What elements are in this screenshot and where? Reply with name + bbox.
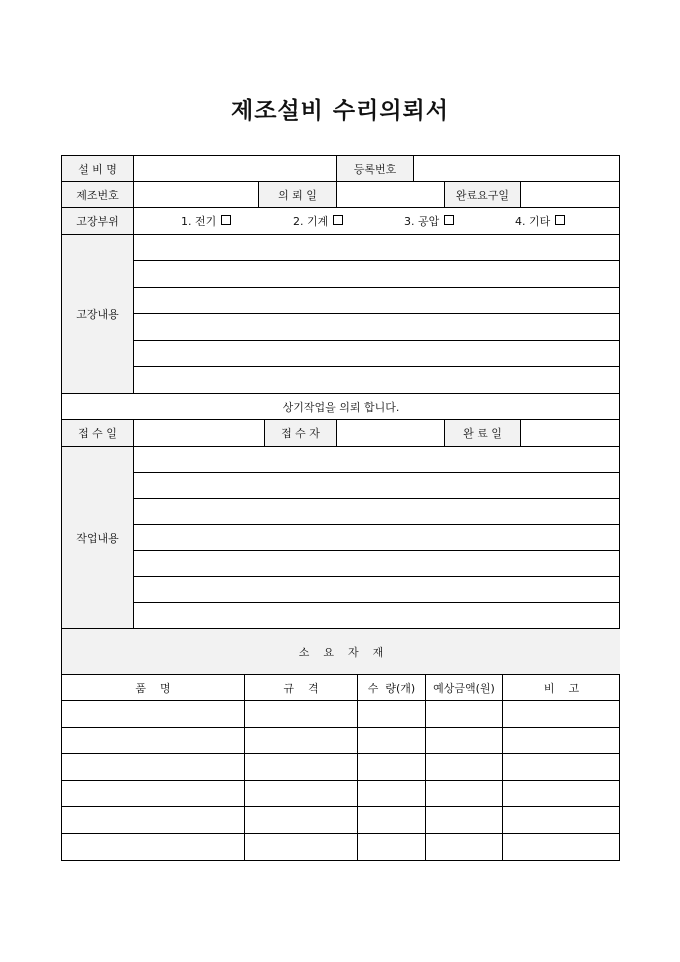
work-details-line[interactable]	[134, 525, 620, 551]
materials-col-cost: 예상금액(원)	[426, 675, 503, 701]
label-request-date: 의 뢰 일	[259, 182, 337, 208]
fault-details-line[interactable]	[134, 261, 620, 288]
table-row-cell[interactable]	[426, 701, 503, 728]
receiver-field[interactable]	[337, 420, 445, 447]
table-row-cell[interactable]	[358, 834, 426, 860]
label-fault-details: 고장내용	[62, 235, 134, 394]
table-row-cell[interactable]	[245, 781, 358, 807]
label-manufacture-no: 제조번호	[62, 182, 134, 208]
fault-option-mechanical[interactable]: 2. 기계	[293, 213, 343, 229]
work-details-line[interactable]	[134, 603, 620, 629]
fault-details-line[interactable]	[134, 341, 620, 367]
table-row-cell[interactable]	[62, 701, 245, 728]
materials-col-remarks: 비 고	[503, 675, 620, 701]
completion-request-date-field[interactable]	[521, 182, 620, 208]
label-registration-no: 등록번호	[337, 156, 414, 182]
request-date-field[interactable]	[337, 182, 445, 208]
repair-request-form	[61, 155, 620, 861]
fault-details-line[interactable]	[134, 314, 620, 341]
equipment-name-field[interactable]	[134, 156, 337, 182]
fault-details-line[interactable]	[134, 235, 620, 261]
completion-date-field[interactable]	[521, 420, 620, 447]
manufacture-no-field[interactable]	[134, 182, 259, 208]
work-details-line[interactable]	[134, 473, 620, 499]
table-row-cell[interactable]	[245, 807, 358, 834]
materials-rows	[62, 701, 620, 861]
checkbox-icon[interactable]	[221, 215, 231, 225]
fault-details-line[interactable]	[134, 288, 620, 314]
receipt-date-field[interactable]	[134, 420, 265, 447]
table-row-cell[interactable]	[62, 834, 245, 860]
table-row-cell[interactable]	[62, 754, 245, 781]
checkbox-icon[interactable]	[444, 215, 454, 225]
table-row-cell[interactable]	[503, 701, 620, 728]
table-row-cell[interactable]	[503, 807, 620, 834]
fault-details-line[interactable]	[134, 367, 620, 394]
materials-col-item: 품 명	[62, 675, 245, 701]
work-details-line[interactable]	[134, 551, 620, 577]
fault-option-pneumatic[interactable]: 3. 공압	[404, 213, 454, 229]
table-row-cell[interactable]	[358, 701, 426, 728]
label-work-details: 작업내용	[62, 447, 134, 629]
table-row-cell[interactable]	[503, 834, 620, 860]
label-completion-date: 완 료 일	[445, 420, 521, 447]
materials-col-spec: 규 격	[245, 675, 358, 701]
checkbox-icon[interactable]	[333, 215, 343, 225]
label-fault-area: 고장부위	[62, 208, 134, 235]
table-row-cell[interactable]	[62, 781, 245, 807]
work-details-line[interactable]	[134, 499, 620, 525]
document-title: 제조설비 수리의뢰서	[231, 98, 449, 124]
table-row-cell[interactable]	[426, 728, 503, 754]
table-row-cell[interactable]	[358, 728, 426, 754]
table-row-cell[interactable]	[245, 701, 358, 728]
checkbox-icon[interactable]	[555, 215, 565, 225]
label-receipt-date: 접 수 일	[62, 420, 134, 447]
table-row-cell[interactable]	[245, 728, 358, 754]
table-row-cell[interactable]	[503, 781, 620, 807]
label-equipment-name: 설 비 명	[62, 156, 134, 182]
fault-option-electric[interactable]: 1. 전기	[181, 213, 231, 229]
request-statement: 상기작업을 의뢰 합니다.	[62, 394, 620, 420]
table-row-cell[interactable]	[426, 807, 503, 834]
table-row-cell[interactable]	[245, 754, 358, 781]
table-row-cell[interactable]	[62, 807, 245, 834]
work-details-line[interactable]	[134, 447, 620, 473]
table-row-cell[interactable]	[245, 834, 358, 860]
fault-area-options	[134, 208, 620, 235]
table-row-cell[interactable]	[503, 754, 620, 781]
table-row-cell[interactable]	[503, 728, 620, 754]
materials-col-qty: 수 량(개)	[358, 675, 426, 701]
table-row-cell[interactable]	[358, 781, 426, 807]
fault-option-other[interactable]: 4. 기타	[515, 213, 565, 229]
table-row-cell[interactable]	[426, 781, 503, 807]
table-row-cell[interactable]	[358, 754, 426, 781]
label-completion-request-date: 완료요구일	[445, 182, 521, 208]
work-details-line[interactable]	[134, 577, 620, 603]
registration-no-field[interactable]	[414, 156, 620, 182]
table-row-cell[interactable]	[426, 754, 503, 781]
table-row-cell[interactable]	[426, 834, 503, 860]
table-row-cell[interactable]	[358, 807, 426, 834]
materials-header: 소 요 자 재	[62, 629, 620, 675]
table-row-cell[interactable]	[62, 728, 245, 754]
label-receiver: 접 수 자	[265, 420, 337, 447]
